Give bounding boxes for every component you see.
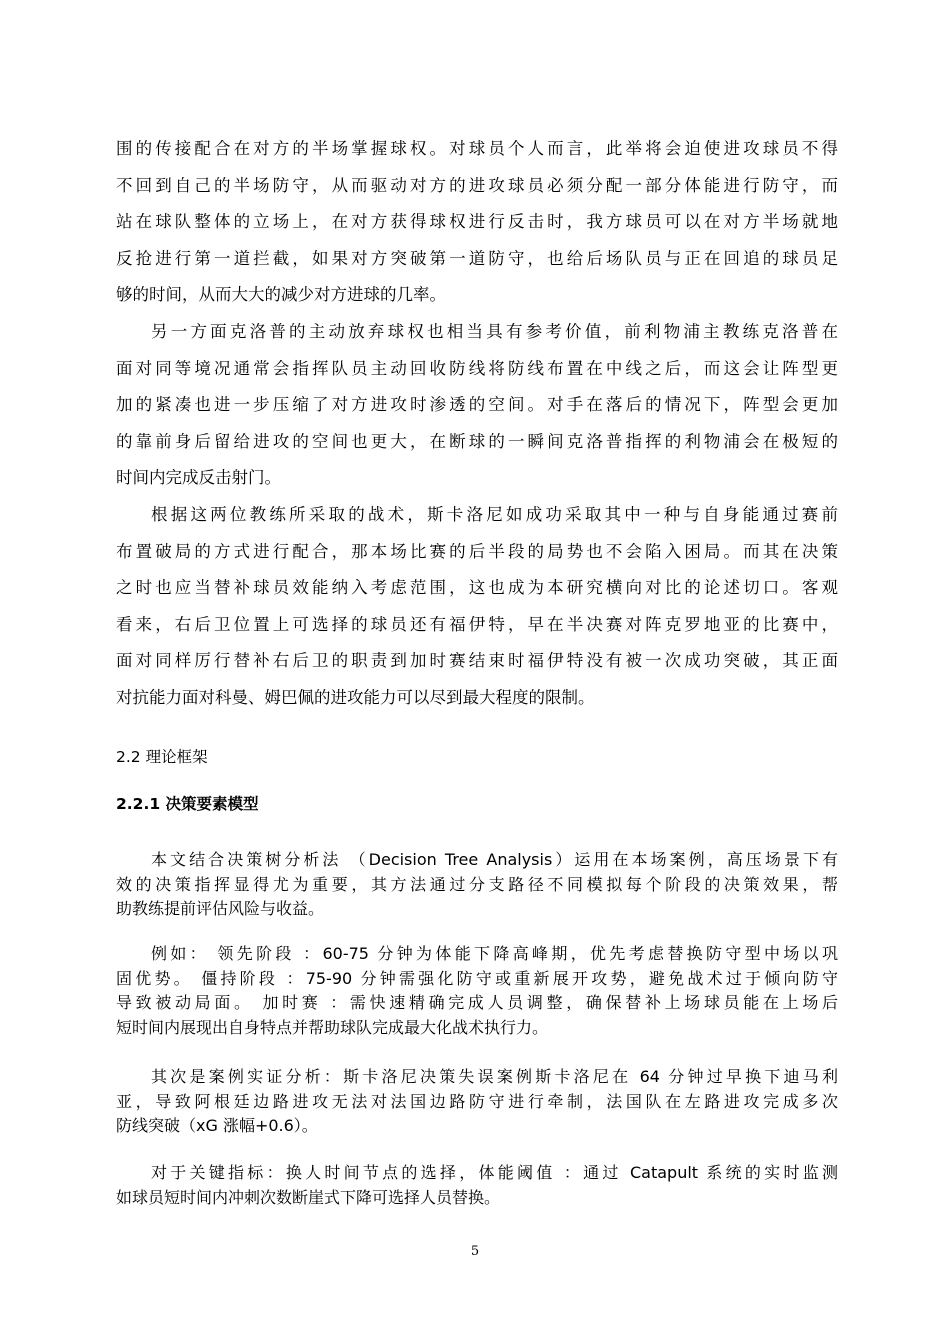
text-line: 不回到自己的半场防守，从而驱动对方的进攻球员必须分配一部分体能进行防守，而 bbox=[116, 175, 838, 195]
text-line: 之时也应当替补球员效能纳入考虑范围，这也成为本研究横向对比的论述切口。客观 bbox=[116, 578, 838, 598]
text-line: 本文结合决策树分析法 （Decision Tree Analysis）运用在本场案例，高压场景下有 bbox=[151, 850, 838, 869]
text-line: 固优势。 僵持阶段 ：75-90 分钟需强化防守或重新展开攻势，避免战术过于倾向防守 bbox=[116, 968, 838, 988]
text-line: 面对同等境况通常会指挥队员主动回收防线将防线布置在中线之后，而这会让阵型更 bbox=[116, 358, 838, 378]
sans-paragraph-4 bbox=[116, 1161, 838, 1210]
text-line: 围的传接配合在对方的半场掌握球权。对球员个人而言，此举将会迫使进攻球员不得 bbox=[116, 139, 838, 158]
page-number: 5 bbox=[470, 1244, 480, 1259]
body-paragraph-1 bbox=[116, 131, 838, 314]
text-line: 效的决策指挥显得尤为重要，其方法通过分支路径不同模拟每个阶段的决策效果，帮 bbox=[116, 874, 838, 894]
subsection-heading: 2.2.1 决策要素模型 bbox=[116, 795, 259, 813]
text-line: 反抢进行第一道拦截，如果对方突破第一道防守，也给后场队员与正在回追的球员足 bbox=[116, 248, 838, 268]
text-line: 加的紧凑也进一步压缩了对方进攻时渗透的空间。对手在落后的情况下，阵型会更加 bbox=[116, 395, 838, 415]
text-line: 看来，右后卫位置上可选择的球员还有福伊特，早在半决赛对阵克罗地亚的比赛中， bbox=[116, 614, 838, 634]
text-line: 对于关键指标：换人时间节点的选择，体能阈值 ：通过 Catapult 系统的实时监测 bbox=[151, 1163, 838, 1182]
body-paragraph-3 bbox=[116, 497, 838, 717]
text-line: 根据这两位教练所采取的战术，斯卡洛尼如成功采取其中一种与自身能通过赛前 bbox=[151, 505, 838, 524]
text-line: 对抗能力面对科曼、姆巴佩的进攻能力可以尽到最大程度的限制。 bbox=[116, 687, 595, 707]
text-line: 另一方面克洛普的主动放弃球权也相当具有参考价值，前利物浦主教练克洛普在 bbox=[151, 322, 838, 341]
text-line: 如球员短时间内冲刺次数断崖式下降可选择人员替换。 bbox=[116, 1187, 501, 1207]
text-line: 布置破局的方式进行配合，那本场比赛的后半段的局势也不会陷入困局。而其在决策 bbox=[116, 541, 838, 561]
text-line: 时间内完成反击射门。 bbox=[116, 468, 281, 488]
text-line: 的靠前身后留给进攻的空间也更大，在断球的一瞬间克洛普指挥的利物浦会在极短的 bbox=[116, 431, 838, 451]
text-line: 防线突破（xG 涨幅+0.6）。 bbox=[116, 1116, 318, 1135]
body-paragraph-2 bbox=[116, 314, 838, 497]
text-line: 够的时间，从而大大的减少对方进球的几率。 bbox=[116, 285, 446, 305]
text-line: 亚，导致阿根廷边路进攻无法对法国边路防守进行牵制，法国队在左路进攻完成多次 bbox=[116, 1091, 838, 1111]
sans-paragraph-3 bbox=[116, 1065, 838, 1139]
text-line: 助教练提前评估风险与收益。 bbox=[116, 899, 325, 918]
text-line: 面对同样厉行替补右后卫的职责到加时赛结束时福伊特没有被一次成功突破，其正面 bbox=[116, 651, 838, 671]
text-line: 站在球队整体的立场上，在对方获得球权进行反击时，我方球员可以在对方半场就地 bbox=[116, 212, 838, 232]
sans-paragraph-1 bbox=[116, 848, 838, 922]
sans-paragraph-2 bbox=[116, 942, 838, 1040]
text-line: 例如： 领先阶段 ：60-75 分钟为体能下降高峰期，优先考虑替换防守型中场以巩 bbox=[151, 944, 838, 963]
text-line: 短时间内展现出自身特点并帮助球队完成最大化战术执行力。 bbox=[116, 1017, 549, 1037]
text-line: 导致被动局面。 加时赛 ：需快速精确完成人员调整，确保替补上场球员能在上场后 bbox=[116, 993, 838, 1012]
section-heading: 2.2 理论框架 bbox=[116, 748, 208, 766]
text-line: 其次是案例实证分析：斯卡洛尼决策失误案例斯卡洛尼在 64 分钟过早换下迪马利 bbox=[151, 1067, 838, 1086]
